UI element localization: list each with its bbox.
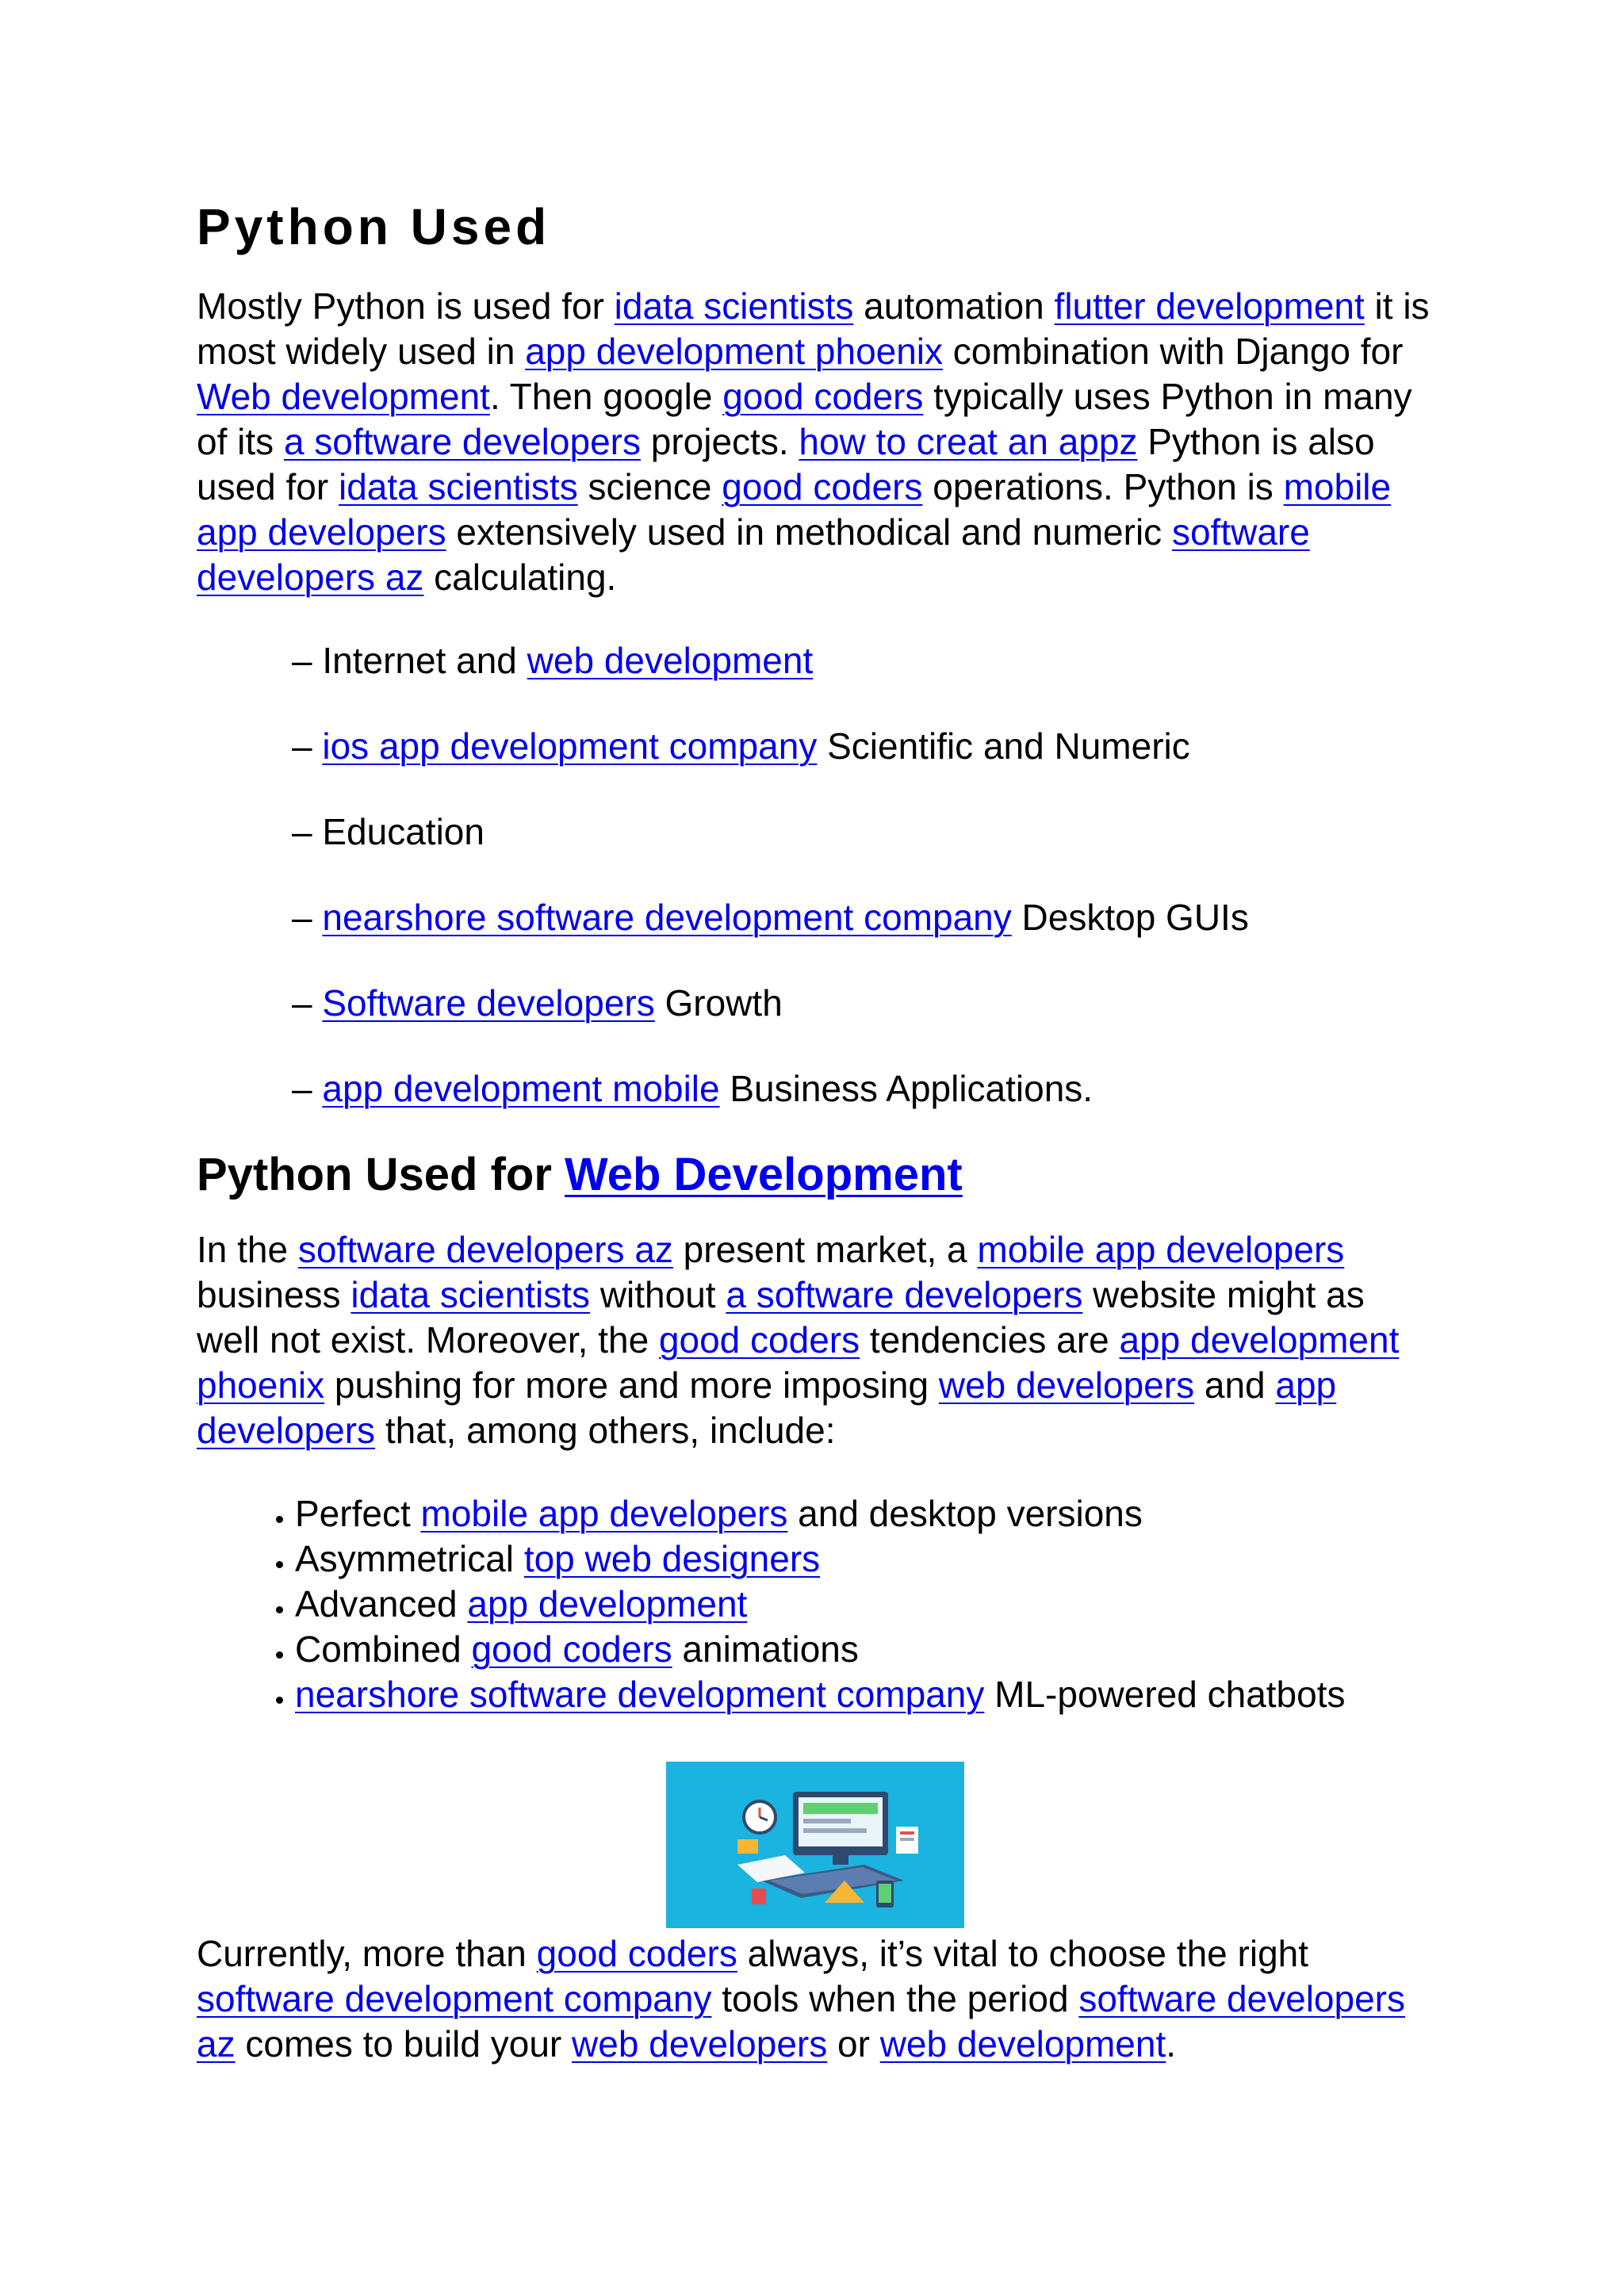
list-item: [292, 638, 1434, 683]
document-content: [197, 190, 1434, 2067]
text-run: combination with Django for: [943, 331, 1404, 372]
text-run: typically uses Python in many of its: [197, 376, 1412, 462]
link-flutter-development[interactable]: flutter development: [1054, 285, 1365, 327]
web-trends-list: [197, 1491, 1434, 1717]
text-run: In the: [197, 1229, 298, 1270]
link-app-development[interactable]: app development: [467, 1583, 748, 1624]
text-run: science: [577, 466, 722, 507]
text-run: –: [292, 1068, 323, 1109]
link-web-development[interactable]: web development: [527, 640, 814, 681]
link-nearshore-software-development-company[interactable]: nearshore software development company: [322, 897, 1012, 938]
text-run: projects.: [640, 421, 799, 462]
text-run: extensively used in methodical and numeric: [446, 511, 1172, 553]
text-run: business: [197, 1274, 351, 1315]
web-development-illustration-icon: [666, 1762, 964, 1928]
text-run: without: [590, 1274, 726, 1315]
link-nearshore-software-development-company[interactable]: nearshore software development company: [295, 1674, 985, 1715]
bullet-item: [295, 1491, 1434, 1536]
text-run: ML-powered chatbots: [984, 1674, 1346, 1715]
link-good-coders[interactable]: good coders: [536, 1933, 737, 1974]
link-software-developers-az[interactable]: software developers az: [197, 511, 1310, 598]
text-run: and desktop versions: [787, 1493, 1143, 1534]
text-run: it is most widely used in: [197, 285, 1430, 372]
link-mobile-app-developers[interactable]: mobile app developers: [197, 466, 1392, 553]
text-run: pushing for more and more imposing: [324, 1364, 939, 1406]
link-a-software-developers[interactable]: a software developers: [726, 1274, 1083, 1315]
list-item: [292, 1066, 1434, 1112]
text-run: –: [292, 725, 323, 767]
link-software-development-company[interactable]: software development company: [197, 1978, 712, 2019]
link-good-coders[interactable]: good coders: [658, 1319, 860, 1360]
text-run: and: [1194, 1364, 1276, 1406]
text-run: Business Applications.: [719, 1068, 1094, 1109]
link-top-web-designers[interactable]: top web designers: [523, 1538, 821, 1579]
intro-paragraph: [197, 284, 1434, 600]
text-run: present market, a: [672, 1229, 978, 1270]
text-run: .: [1166, 2023, 1177, 2064]
text-run: automation: [853, 285, 1055, 327]
text-run: Perfect: [295, 1493, 421, 1534]
link-good-coders[interactable]: good coders: [722, 466, 923, 507]
link-web-developers[interactable]: web developers: [572, 2023, 828, 2064]
text-run: calculating.: [423, 557, 617, 598]
text-run: –: [292, 982, 323, 1024]
list-item: [292, 981, 1434, 1026]
link-software-developers-az[interactable]: software developers az: [197, 1978, 1405, 2064]
list-item: [292, 724, 1434, 769]
bullet-item: [295, 1627, 1434, 1672]
text-run: that, among others, include:: [375, 1410, 836, 1451]
link-how-to-creat-an-appz[interactable]: how to creat an appz: [799, 421, 1138, 462]
text-run: – Education: [292, 811, 485, 852]
link-app-development-phoenix[interactable]: app development phoenix: [197, 1319, 1400, 1406]
text-run: Combined: [295, 1628, 472, 1670]
link-mobile-app-developers[interactable]: mobile app developers: [977, 1229, 1345, 1270]
text-run: Growth: [654, 982, 783, 1024]
text-run: Scientific and Numeric: [817, 725, 1190, 767]
link-good-coders[interactable]: good coders: [471, 1628, 672, 1670]
link-idata-scientists[interactable]: idata scientists: [339, 466, 578, 507]
link-ios-app-development-company[interactable]: ios app development company: [322, 725, 818, 767]
link-app-development-phoenix[interactable]: app development phoenix: [525, 331, 944, 372]
list-item: [292, 809, 1434, 855]
text-run: tools when the period: [711, 1978, 1079, 2019]
link-mobile-app-developers[interactable]: mobile app developers: [420, 1493, 788, 1534]
text-run: Asymmetrical: [295, 1538, 524, 1579]
bullet-item: [295, 1672, 1434, 1717]
link-web-developers[interactable]: web developers: [938, 1364, 1195, 1406]
list-item: [292, 895, 1434, 940]
text-run: operations. Python is: [922, 466, 1284, 507]
link-web-development[interactable]: Web development: [197, 376, 490, 417]
link-app-development-mobile[interactable]: app development mobile: [322, 1068, 720, 1109]
heading-link-web-development[interactable]: Web Development: [565, 1149, 963, 1200]
web-development-paragraph: [197, 1227, 1434, 1453]
text-run: always, it’s vital to choose the right: [737, 1933, 1309, 1974]
text-run: –: [292, 897, 323, 938]
section-title-python-used: Python Used: [197, 198, 551, 255]
text-run: website might as well not exist. Moreover, the: [197, 1274, 1365, 1360]
text-run: Python is also used for: [197, 421, 1375, 507]
heading-text: Python Used for: [197, 1149, 565, 1200]
text-run: comes to build your: [235, 2023, 573, 2064]
python-uses-list: [197, 638, 1434, 1112]
link-software-developers[interactable]: Software developers: [322, 982, 655, 1024]
link-web-development[interactable]: web development: [879, 2023, 1166, 2064]
text-run: tendencies are: [860, 1319, 1120, 1360]
section-title-web-development: [197, 1143, 1434, 1207]
text-run: Advanced: [295, 1583, 468, 1624]
text-run: Currently, more than: [197, 1933, 537, 1974]
text-run: Mostly Python is used for: [197, 285, 615, 327]
link-idata-scientists[interactable]: idata scientists: [614, 285, 854, 327]
text-run: . Then google: [489, 376, 723, 417]
link-a-software-developers[interactable]: a software developers: [283, 421, 641, 462]
text-run: animations: [672, 1628, 859, 1670]
link-good-coders[interactable]: good coders: [722, 376, 924, 417]
closing-paragraph: [197, 1931, 1434, 2067]
link-software-developers-az[interactable]: software developers az: [297, 1229, 673, 1270]
text-run: – Internet and: [292, 640, 527, 681]
bullet-item: [295, 1582, 1434, 1627]
bullet-item: [295, 1536, 1434, 1582]
text-run: Desktop GUIs: [1011, 897, 1249, 938]
text-run: or: [827, 2023, 880, 2064]
link-idata-scientists[interactable]: idata scientists: [350, 1274, 591, 1315]
link-app-developers[interactable]: app developers: [197, 1364, 1337, 1451]
